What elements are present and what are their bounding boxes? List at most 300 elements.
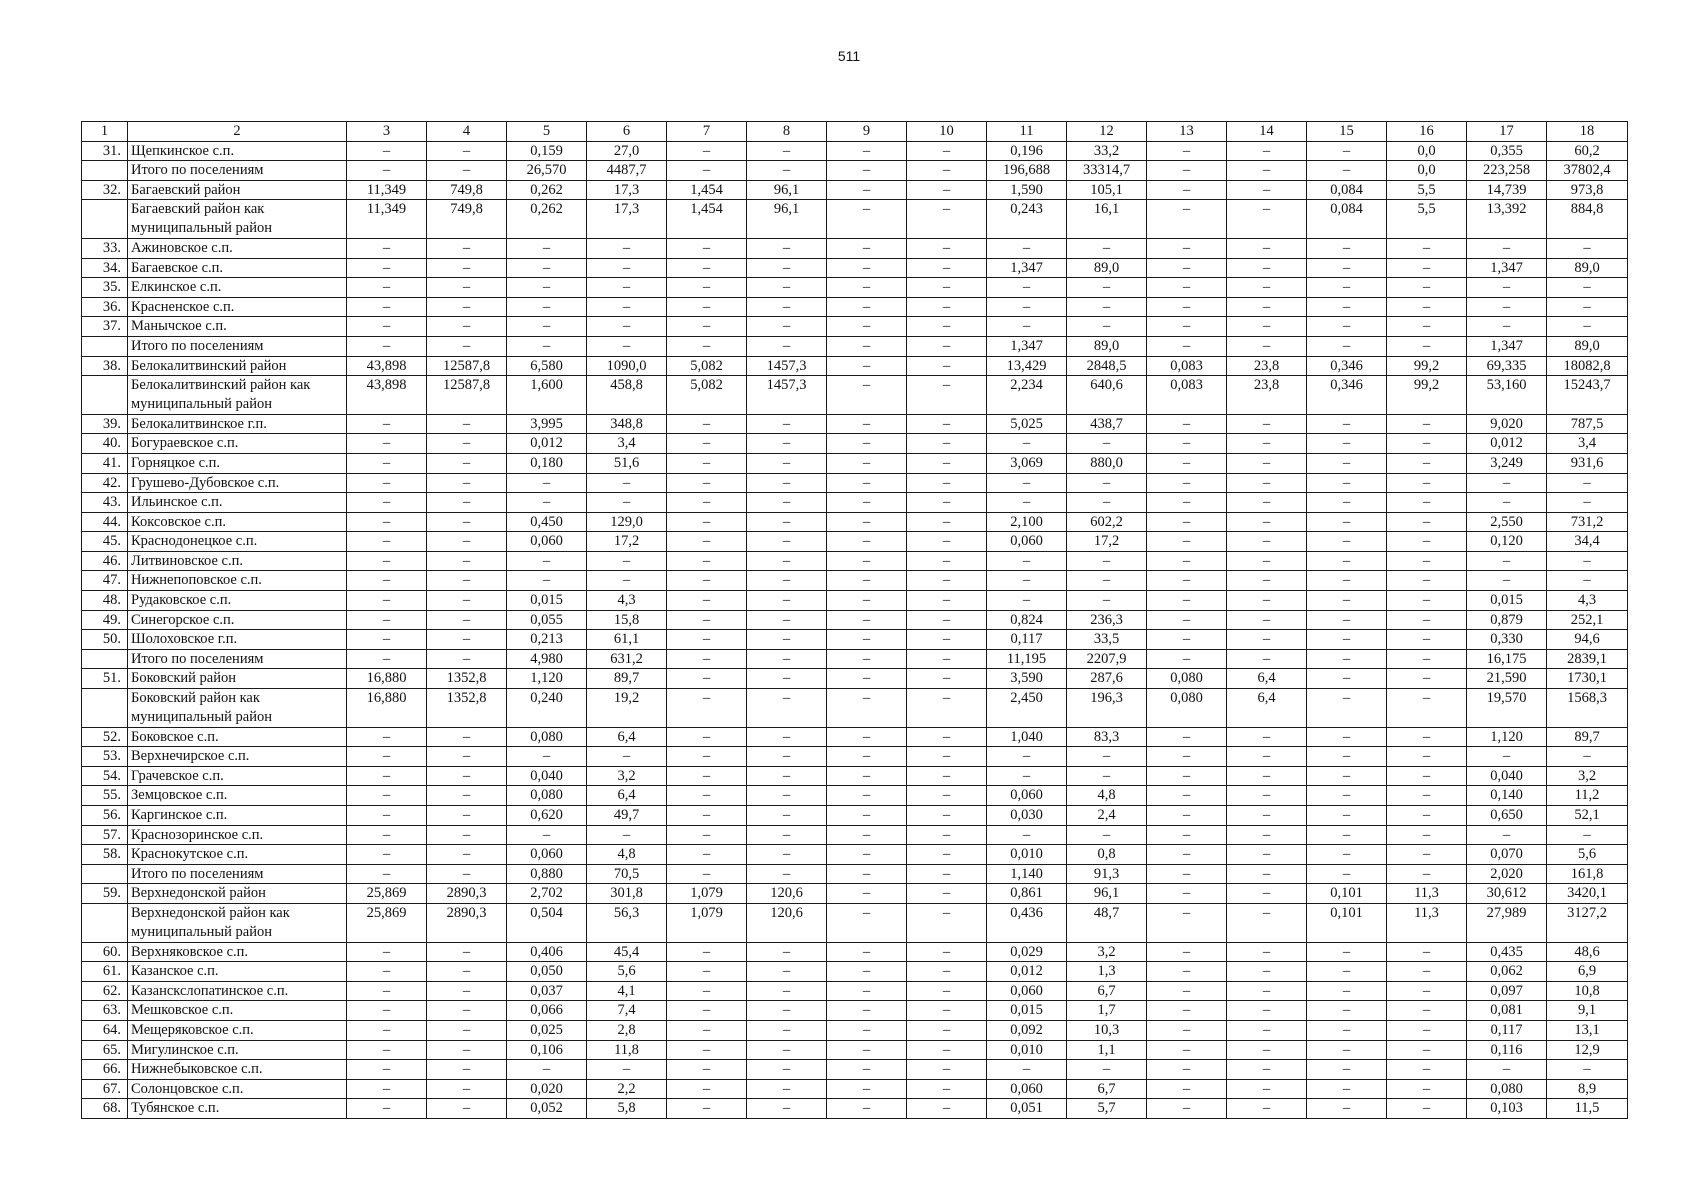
value-cell: – xyxy=(427,766,507,786)
value-cell: 0,051 xyxy=(987,1099,1067,1119)
value-cell: – xyxy=(1387,532,1467,552)
value-cell: 0,159 xyxy=(507,141,587,161)
value-cell: – xyxy=(667,630,747,650)
column-number-row xyxy=(82,122,1628,142)
value-cell: 48,7 xyxy=(1067,903,1147,942)
value-cell: – xyxy=(347,1079,427,1099)
value-cell: – xyxy=(1147,297,1227,317)
value-cell: 0,083 xyxy=(1147,356,1227,376)
table-row xyxy=(82,1040,1628,1060)
value-cell: – xyxy=(587,747,667,767)
value-cell: – xyxy=(907,962,987,982)
value-cell: – xyxy=(587,317,667,337)
value-cell: – xyxy=(427,649,507,669)
value-cell: 0,243 xyxy=(987,200,1067,239)
table-row xyxy=(82,571,1628,591)
value-cell: – xyxy=(827,689,907,728)
value-cell: – xyxy=(1547,747,1628,767)
value-cell: – xyxy=(907,591,987,611)
municipality-name-cell: Синегорское с.п. xyxy=(128,610,347,630)
value-cell: – xyxy=(1227,297,1307,317)
value-cell: 15,8 xyxy=(587,610,667,630)
value-cell: – xyxy=(1227,473,1307,493)
value-cell: – xyxy=(347,141,427,161)
value-cell: 7,4 xyxy=(587,1001,667,1021)
value-cell: – xyxy=(1387,591,1467,611)
value-cell: – xyxy=(1387,1060,1467,1080)
value-cell: – xyxy=(1547,238,1628,258)
value-cell: – xyxy=(1147,414,1227,434)
value-cell: – xyxy=(907,884,987,904)
value-cell: 6,9 xyxy=(1547,962,1628,982)
value-cell: – xyxy=(1227,141,1307,161)
value-cell: 94,6 xyxy=(1547,630,1628,650)
value-cell: 99,2 xyxy=(1387,356,1467,376)
value-cell: – xyxy=(827,1040,907,1060)
value-cell: 0,070 xyxy=(1467,845,1547,865)
value-cell: – xyxy=(427,453,507,473)
value-cell: – xyxy=(1227,962,1307,982)
value-cell: – xyxy=(667,825,747,845)
value-cell: – xyxy=(747,258,827,278)
value-cell: – xyxy=(907,903,987,942)
value-cell: 1,590 xyxy=(987,180,1067,200)
value-cell: – xyxy=(667,414,747,434)
value-cell: – xyxy=(347,1040,427,1060)
municipality-name-cell: Тубянское с.п. xyxy=(128,1099,347,1119)
value-cell: 1352,8 xyxy=(427,669,507,689)
municipality-name-cell: Казанское с.п. xyxy=(128,962,347,982)
value-cell: – xyxy=(427,512,507,532)
value-cell: – xyxy=(907,981,987,1001)
value-cell: 0,015 xyxy=(507,591,587,611)
row-index-cell: 64. xyxy=(82,1020,128,1040)
value-cell: 89,0 xyxy=(1547,336,1628,356)
value-cell: 0,346 xyxy=(1307,356,1387,376)
value-cell: – xyxy=(667,591,747,611)
municipality-name-cell: Казанскслопатинское с.п. xyxy=(128,981,347,1001)
value-cell: – xyxy=(1387,1040,1467,1060)
value-cell: – xyxy=(1307,942,1387,962)
value-cell: – xyxy=(907,845,987,865)
value-cell: 27,0 xyxy=(587,141,667,161)
value-cell: – xyxy=(427,238,507,258)
value-cell: 16,1 xyxy=(1067,200,1147,239)
value-cell: – xyxy=(907,317,987,337)
value-cell: 51,6 xyxy=(587,453,667,473)
value-cell: – xyxy=(1227,317,1307,337)
row-index-cell: 36. xyxy=(82,297,128,317)
value-cell: – xyxy=(827,1060,907,1080)
value-cell: 3127,2 xyxy=(1547,903,1628,942)
value-cell: – xyxy=(1307,414,1387,434)
value-cell: 5,5 xyxy=(1387,180,1467,200)
value-cell: – xyxy=(1147,864,1227,884)
value-cell: – xyxy=(827,747,907,767)
municipality-name-cell: Солонцовское с.п. xyxy=(128,1079,347,1099)
value-cell: 0,010 xyxy=(987,1040,1067,1060)
value-cell: 0,504 xyxy=(507,903,587,942)
value-cell: 749,8 xyxy=(427,180,507,200)
column-number-cell: 11 xyxy=(987,122,1067,142)
value-cell: – xyxy=(747,238,827,258)
value-cell: – xyxy=(1227,180,1307,200)
value-cell: 0,080 xyxy=(1147,689,1227,728)
value-cell: – xyxy=(667,512,747,532)
value-cell: – xyxy=(1147,786,1227,806)
value-cell: 1,3 xyxy=(1067,962,1147,982)
value-cell: – xyxy=(747,336,827,356)
value-cell: 96,1 xyxy=(747,200,827,239)
value-cell: – xyxy=(1387,336,1467,356)
value-cell: – xyxy=(1147,180,1227,200)
value-cell: – xyxy=(347,610,427,630)
row-index-cell xyxy=(82,161,128,181)
municipality-name-cell: Итого по поселениям xyxy=(128,864,347,884)
municipality-name-cell: Верхняковское с.п. xyxy=(128,942,347,962)
value-cell: 252,1 xyxy=(1547,610,1628,630)
value-cell: 1,347 xyxy=(987,258,1067,278)
value-cell: 19,2 xyxy=(587,689,667,728)
value-cell: – xyxy=(347,649,427,669)
municipality-name-cell: Ильинское с.п. xyxy=(128,493,347,513)
value-cell: – xyxy=(667,1040,747,1060)
municipality-name-cell: Горняцкое с.п. xyxy=(128,453,347,473)
value-cell: – xyxy=(347,161,427,181)
value-cell: 1,1 xyxy=(1067,1040,1147,1060)
value-cell: – xyxy=(1307,1040,1387,1060)
table-row xyxy=(82,1079,1628,1099)
row-index-cell: 52. xyxy=(82,727,128,747)
row-index-cell: 60. xyxy=(82,942,128,962)
value-cell: – xyxy=(1547,297,1628,317)
value-cell: 1457,3 xyxy=(747,376,827,415)
value-cell: – xyxy=(507,473,587,493)
municipality-name-cell: Богураевское с.п. xyxy=(128,434,347,454)
value-cell: – xyxy=(1147,610,1227,630)
value-cell: 0,0 xyxy=(1387,141,1467,161)
value-cell: – xyxy=(667,532,747,552)
value-cell: – xyxy=(507,1060,587,1080)
value-cell: – xyxy=(667,297,747,317)
value-cell: – xyxy=(747,669,827,689)
value-cell: – xyxy=(1147,766,1227,786)
table-row xyxy=(82,591,1628,611)
table-row xyxy=(82,962,1628,982)
value-cell: 2848,5 xyxy=(1067,356,1147,376)
row-index-cell xyxy=(82,649,128,669)
value-cell: – xyxy=(827,141,907,161)
value-cell: – xyxy=(427,981,507,1001)
value-cell: 10,3 xyxy=(1067,1020,1147,1040)
value-cell: – xyxy=(427,1079,507,1099)
value-cell: – xyxy=(827,649,907,669)
value-cell: – xyxy=(1147,1020,1227,1040)
row-index-cell: 53. xyxy=(82,747,128,767)
value-cell: – xyxy=(427,258,507,278)
value-cell: – xyxy=(1227,806,1307,826)
value-cell: 3,249 xyxy=(1467,453,1547,473)
value-cell: 787,5 xyxy=(1547,414,1628,434)
value-cell: 1,347 xyxy=(1467,258,1547,278)
value-cell: – xyxy=(347,551,427,571)
value-cell: – xyxy=(507,258,587,278)
value-cell: – xyxy=(667,864,747,884)
column-number-cell: 7 xyxy=(667,122,747,142)
municipality-name-cell: Мещеряковское с.п. xyxy=(128,1020,347,1040)
row-index-cell: 33. xyxy=(82,238,128,258)
value-cell: – xyxy=(827,884,907,904)
column-number-cell: 15 xyxy=(1307,122,1387,142)
table-row xyxy=(82,141,1628,161)
value-cell: 53,160 xyxy=(1467,376,1547,415)
value-cell: – xyxy=(747,1079,827,1099)
value-cell: – xyxy=(747,161,827,181)
value-cell: – xyxy=(907,278,987,298)
value-cell: 1,040 xyxy=(987,727,1067,747)
value-cell: – xyxy=(907,1060,987,1080)
value-cell: 0,0 xyxy=(1387,161,1467,181)
municipality-name-cell: Краснозоринское с.п. xyxy=(128,825,347,845)
value-cell: 2839,1 xyxy=(1547,649,1628,669)
value-cell: – xyxy=(667,551,747,571)
table-row xyxy=(82,825,1628,845)
value-cell: 3,2 xyxy=(587,766,667,786)
value-cell: – xyxy=(907,453,987,473)
value-cell: – xyxy=(1067,278,1147,298)
value-cell: 0,080 xyxy=(507,786,587,806)
value-cell: – xyxy=(907,473,987,493)
value-cell: – xyxy=(507,278,587,298)
column-number-cell: 18 xyxy=(1547,122,1628,142)
value-cell: – xyxy=(1307,727,1387,747)
row-index-cell: 40. xyxy=(82,434,128,454)
value-cell: 49,7 xyxy=(587,806,667,826)
value-cell: 5,082 xyxy=(667,376,747,415)
value-cell: – xyxy=(427,1099,507,1119)
value-cell: – xyxy=(987,825,1067,845)
value-cell: – xyxy=(747,649,827,669)
value-cell: 4,1 xyxy=(587,981,667,1001)
value-cell: 70,5 xyxy=(587,864,667,884)
value-cell: 0,012 xyxy=(507,434,587,454)
value-cell: – xyxy=(907,610,987,630)
value-cell: – xyxy=(1307,1099,1387,1119)
value-cell: 0,097 xyxy=(1467,981,1547,1001)
value-cell: 0,406 xyxy=(507,942,587,962)
value-cell: – xyxy=(1067,317,1147,337)
value-cell: 89,7 xyxy=(1547,727,1628,747)
value-cell: 21,590 xyxy=(1467,669,1547,689)
row-index-cell: 38. xyxy=(82,356,128,376)
value-cell: 2,550 xyxy=(1467,512,1547,532)
value-cell: – xyxy=(667,747,747,767)
value-cell: – xyxy=(1307,317,1387,337)
value-cell: – xyxy=(1067,434,1147,454)
value-cell: 105,1 xyxy=(1067,180,1147,200)
row-index-cell: 63. xyxy=(82,1001,128,1021)
value-cell: 0,010 xyxy=(987,845,1067,865)
table-row xyxy=(82,180,1628,200)
value-cell: – xyxy=(1307,473,1387,493)
value-cell: 10,8 xyxy=(1547,981,1628,1001)
value-cell: – xyxy=(907,551,987,571)
municipality-name-cell: Краснокутское с.п. xyxy=(128,845,347,865)
value-cell: – xyxy=(347,806,427,826)
value-cell: – xyxy=(747,551,827,571)
value-cell: – xyxy=(1227,630,1307,650)
value-cell: – xyxy=(667,317,747,337)
value-cell: – xyxy=(427,825,507,845)
value-cell: – xyxy=(1307,1020,1387,1040)
value-cell: 0,450 xyxy=(507,512,587,532)
value-cell: 0,060 xyxy=(507,532,587,552)
value-cell: – xyxy=(427,473,507,493)
row-index-cell: 68. xyxy=(82,1099,128,1119)
value-cell: 631,2 xyxy=(587,649,667,669)
value-cell: 0,025 xyxy=(507,1020,587,1040)
value-cell: – xyxy=(1147,512,1227,532)
value-cell: 91,3 xyxy=(1067,864,1147,884)
value-cell: – xyxy=(827,376,907,415)
value-cell: – xyxy=(1147,1099,1227,1119)
value-cell: 11,8 xyxy=(587,1040,667,1060)
value-cell: – xyxy=(427,297,507,317)
value-cell: – xyxy=(1467,278,1547,298)
value-cell: 1,079 xyxy=(667,884,747,904)
value-cell: – xyxy=(347,238,427,258)
value-cell: – xyxy=(1387,551,1467,571)
value-cell: – xyxy=(347,493,427,513)
value-cell: – xyxy=(827,297,907,317)
value-cell: – xyxy=(347,1099,427,1119)
value-cell: – xyxy=(1387,630,1467,650)
table-row xyxy=(82,200,1628,239)
value-cell: – xyxy=(907,258,987,278)
value-cell: – xyxy=(1067,825,1147,845)
value-cell: – xyxy=(907,786,987,806)
value-cell: – xyxy=(907,1099,987,1119)
value-cell: – xyxy=(347,981,427,1001)
table-row xyxy=(82,532,1628,552)
value-cell: – xyxy=(1147,453,1227,473)
value-cell: – xyxy=(587,473,667,493)
value-cell: 1,347 xyxy=(1467,336,1547,356)
municipality-name-cell: Верхнечирское с.п. xyxy=(128,747,347,767)
value-cell: – xyxy=(1067,297,1147,317)
value-cell: – xyxy=(1467,551,1547,571)
value-cell: 83,3 xyxy=(1067,727,1147,747)
table-row xyxy=(82,434,1628,454)
value-cell: 18082,8 xyxy=(1547,356,1628,376)
value-cell: 4,3 xyxy=(1547,591,1628,611)
table-row xyxy=(82,766,1628,786)
value-cell: – xyxy=(1227,238,1307,258)
value-cell: – xyxy=(1307,669,1387,689)
table-row xyxy=(82,161,1628,181)
value-cell: – xyxy=(587,551,667,571)
value-cell: – xyxy=(747,981,827,1001)
value-cell: – xyxy=(1387,493,1467,513)
value-cell: 9,1 xyxy=(1547,1001,1628,1021)
value-cell: – xyxy=(667,942,747,962)
value-cell: – xyxy=(907,161,987,181)
value-cell: – xyxy=(507,551,587,571)
column-number-cell: 4 xyxy=(427,122,507,142)
value-cell: – xyxy=(347,512,427,532)
value-cell: – xyxy=(1147,258,1227,278)
value-cell: – xyxy=(1227,884,1307,904)
municipality-name-cell: Манычское с.п. xyxy=(128,317,347,337)
value-cell: 69,335 xyxy=(1467,356,1547,376)
value-cell: – xyxy=(1387,1079,1467,1099)
value-cell: – xyxy=(1307,649,1387,669)
municipality-name-cell: Грачевское с.п. xyxy=(128,766,347,786)
value-cell: 1,347 xyxy=(987,336,1067,356)
value-cell: – xyxy=(1067,551,1147,571)
value-cell: – xyxy=(827,356,907,376)
value-cell: – xyxy=(1227,493,1307,513)
value-cell: – xyxy=(1307,238,1387,258)
value-cell: – xyxy=(507,317,587,337)
value-cell: 640,6 xyxy=(1067,376,1147,415)
value-cell: – xyxy=(427,141,507,161)
value-cell: – xyxy=(1227,942,1307,962)
value-cell: 731,2 xyxy=(1547,512,1628,532)
value-cell: 6,580 xyxy=(507,356,587,376)
value-cell: – xyxy=(1307,806,1387,826)
value-cell: – xyxy=(1147,884,1227,904)
value-cell: – xyxy=(1307,493,1387,513)
value-cell: – xyxy=(747,1099,827,1119)
value-cell: 13,1 xyxy=(1547,1020,1628,1040)
value-cell: – xyxy=(747,630,827,650)
value-cell: 17,3 xyxy=(587,180,667,200)
value-cell: 0,262 xyxy=(507,200,587,239)
value-cell: – xyxy=(827,942,907,962)
value-cell: – xyxy=(347,278,427,298)
value-cell: – xyxy=(427,942,507,962)
value-cell: – xyxy=(347,414,427,434)
value-cell: 0,060 xyxy=(987,786,1067,806)
value-cell: – xyxy=(667,1079,747,1099)
value-cell: – xyxy=(747,689,827,728)
value-cell: – xyxy=(427,591,507,611)
municipality-name-cell: Краснодонецкое с.п. xyxy=(128,532,347,552)
value-cell: – xyxy=(1387,453,1467,473)
value-cell: – xyxy=(747,962,827,982)
value-cell: 0,262 xyxy=(507,180,587,200)
value-cell: – xyxy=(1547,571,1628,591)
value-cell: 973,8 xyxy=(1547,180,1628,200)
value-cell: 1,120 xyxy=(1467,727,1547,747)
value-cell: 602,2 xyxy=(1067,512,1147,532)
value-cell: – xyxy=(587,238,667,258)
value-cell: – xyxy=(347,845,427,865)
value-cell: 0,084 xyxy=(1307,180,1387,200)
table-row xyxy=(82,669,1628,689)
value-cell: – xyxy=(1147,825,1227,845)
column-number-cell: 16 xyxy=(1387,122,1467,142)
value-cell: – xyxy=(427,493,507,513)
table-row xyxy=(82,1001,1628,1021)
value-cell: – xyxy=(427,317,507,337)
value-cell: – xyxy=(747,141,827,161)
value-cell: 8,9 xyxy=(1547,1079,1628,1099)
value-cell: – xyxy=(1067,747,1147,767)
value-cell: 11,3 xyxy=(1387,884,1467,904)
value-cell: – xyxy=(747,532,827,552)
